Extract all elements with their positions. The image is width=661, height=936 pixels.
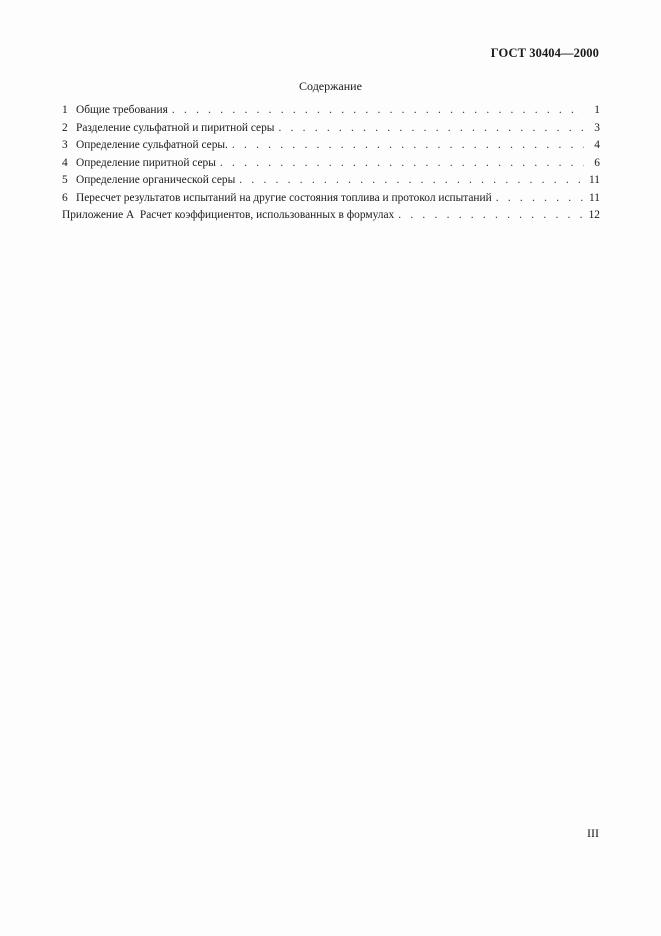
toc-item-number: 6 <box>62 191 68 204</box>
toc-item-page: 6 <box>594 156 600 169</box>
toc-item[interactable] <box>62 137 600 155</box>
toc-item-label: Определение сульфатной серы. <box>76 139 228 151</box>
toc-item-appendix[interactable] <box>62 207 600 225</box>
document-code: ГОСТ 30404—2000 <box>490 46 599 60</box>
toc-item-page: 12 <box>588 209 600 221</box>
toc-item-number: 2 <box>62 121 68 134</box>
toc-item[interactable] <box>62 120 600 138</box>
page-number: III <box>587 826 599 840</box>
toc-item-label: Общие требования <box>76 104 168 116</box>
toc-item-page: 4 <box>594 139 600 151</box>
toc-leader-dots <box>398 207 584 225</box>
toc-item-label: Определение органической серы <box>76 174 236 186</box>
toc-item-number: 5 <box>62 174 68 186</box>
table-of-contents <box>62 102 600 225</box>
toc-item-page: 3 <box>594 121 600 134</box>
toc-item-number: 3 <box>62 139 68 151</box>
toc-item[interactable] <box>62 155 600 173</box>
toc-item-label: Определение пиритной серы <box>76 156 216 169</box>
toc-item[interactable] <box>62 190 600 208</box>
toc-item-page: 11 <box>589 191 600 204</box>
toc-leader-dots <box>278 120 584 138</box>
toc-item-number: 4 <box>62 156 68 169</box>
toc-item[interactable] <box>62 102 600 120</box>
toc-item-label: Пересчет результатов испытаний на другие состояния топлива и протокол испытаний <box>76 191 492 204</box>
toc-item[interactable] <box>62 172 600 190</box>
toc-leader-dots <box>232 137 584 155</box>
toc-item-page: 11 <box>589 174 600 186</box>
toc-item-label: Разделение сульфатной и пиритной серы <box>76 121 275 134</box>
toc-item-label: Приложение А Расчет коэффициентов, использованных в формулах <box>62 209 395 221</box>
toc-leader-dots <box>220 155 584 173</box>
toc-item-number: 1 <box>62 104 68 116</box>
toc-leader-dots <box>172 102 584 120</box>
toc-title: Содержание <box>299 79 362 93</box>
toc-item-page: 1 <box>594 104 600 116</box>
toc-leader-dots <box>496 190 584 208</box>
toc-leader-dots <box>239 172 584 190</box>
